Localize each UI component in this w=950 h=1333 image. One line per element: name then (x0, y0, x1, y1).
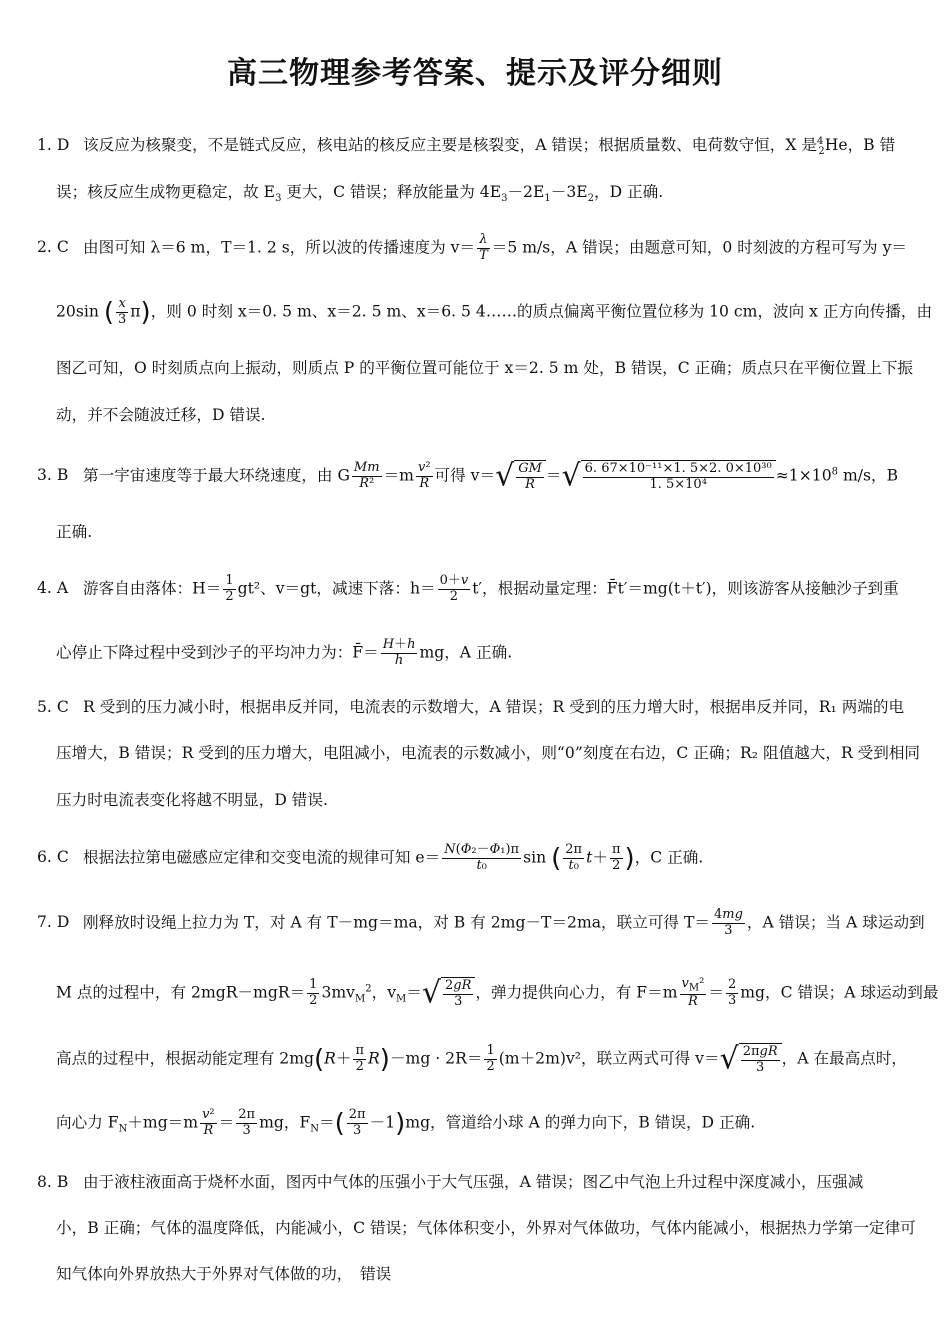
q7-line1: 7. D 刚释放时设绳上拉力为 T，对 A 有 T－mg＝ma，对 B 有 2mg－T＝2ma，联立可得 T＝ $\frac{4mg}{3}$ ，A 错误；当 A 球运动到 (37, 907, 925, 938)
q5-line3: 压力时电流表变化将越不明显，D 错误. (56, 791, 328, 809)
q7-answer: 7. D (37, 913, 70, 932)
q7-line4: 向心力 $F_N+mg=m$ $\frac{\text{v²}}{R}$ ＝ $\frac{2\pi}{3}$ mg，$F_N=$( $\frac{2\pi}{3}$ －1)mg，管道给小球 A 的弹力向下，B 错误，D 正确. (56, 1107, 756, 1139)
q3-answer: 3. B (37, 466, 69, 485)
q2-line4: 动，并不会随波迁移，D 错误. (56, 406, 266, 424)
q5-line2: 压增大，B 错误；R 受到的压力增大，电阻减小，电流表的示数减小，则“0”刻度在右边，C 正确；R₂ 阻值越大，R 受到相同 (56, 744, 921, 762)
q3-line2: 正确. (56, 523, 93, 541)
q8-line3: 知气体向外界放热大于外界对气体做的功， 错误 (56, 1265, 392, 1283)
q4-line2: 心停止下降过程中受到沙子的平均冲力为：F̄＝ $\frac{H+h}{h}$ mg，A 正确. (56, 637, 513, 668)
q4-line1: 4. A 游客自由落体：H＝ $\frac{1}{2}$ gt²、v＝gt，减速下落：h＝ $\frac{0+v}{2}$ t′，根据动量定理：F̄t′＝mg(t＋t′)，则该游客从接触沙子到重 (37, 573, 899, 604)
q8-line1: 8. B 由于液柱液面高于烧杯水面，图丙中气体的压强小于大气压强，A 错误；图乙中气泡上升过程中深度减小，压强减 (37, 1173, 864, 1191)
q5-line1: 5. C R 受到的压力减小时，根据串反并同，电流表的示数增大，A 错误；R 受到的压力增大时，根据串反并同，R₁ 两端的电 (37, 698, 905, 716)
q8-line2: 小，B 正确；气体的温度降低，内能减小，C 错误；气体体积变小，外界对气体做功，气体内能减小，根据热力学第一定律可 (56, 1219, 916, 1237)
q1-line2: 误；核反应生成物更稳定，故 $E_3$ 更大，C 错误；释放能量为 $4E_3-2E_1-3E_2$，D 正确. (56, 183, 664, 205)
q2-line2: 20sin ( $\frac{x}{3}$ π)，则 0 时刻 x＝0. 5 m、x＝2. 5 m、x＝6. 5 4……的质点偏离平衡位置位移为 10 cm，波向 x 正方向传播，由 (56, 296, 933, 328)
q6-answer: 6. C (37, 848, 69, 867)
q7-line3: 高点的过程中，根据动能定理有 2mg(R＋ $\frac{\pi}{2}$ R)－mg · 2R＝ $\frac{1}{2}$ (m＋2m)v²，联立两式可得 v＝√ $\frac{\text{2πgR}}{3}$ ，A 在最高点时， (56, 1041, 908, 1077)
q3-line1: 3. B 第一宇宙速度等于最大环绕速度，由 G $\frac{Mm}{\text{R²}}$ ＝m $\frac{\text{v²}}{R}$ 可得 v＝√ $\frac{GM}{R}$ ＝√ $\frac{\text{6. 67×10⁻¹¹×1. 5×2. 0×10³⁰}}{\text{1. 5×10⁴}}$ $\approx 1\times 10^8$ m/s，B (37, 458, 899, 494)
q2-line3: 图乙可知，O 时刻质点向上振动，则质点 P 的平衡位置可能位于 x＝2. 5 m 处，B 错误，C 正确；质点只在平衡位置上下振 (56, 359, 913, 377)
q8-answer: 8. B (37, 1173, 69, 1191)
q5-answer: 5. C (37, 698, 69, 716)
page-title: 高三物理参考答案、提示及评分细则 (227, 56, 723, 91)
q2-answer: 2. C (37, 238, 69, 257)
q1-line1: 1. D 该反应为核聚变，不是链式反应，核电站的核反应主要是核裂变，A 错误；根据质量数、电荷数守恒，X 是$^4_2$He，B 错 (37, 135, 896, 158)
q4-answer: 4. A (37, 579, 69, 598)
q6-line1: 6. C 根据法拉第电磁感应定律和交变电流的规律可知 e＝ $\frac{\text{N(Φ₂－Φ₁)π}}{\text{t₀}}$ sin ( $\frac{2\pi}{\text{t₀}}$ t＋ $\frac{\pi}{2}$ )，C 正确. (37, 842, 704, 874)
q7-line2: M 点的过程中，有 2mgR－mgR＝ $\frac{1}{2}$ $3mv_M^2$，$v_M=√$ $\frac{2gR}{3}$ ，弹力提供向心力，有 F＝m $\frac{v_M^2}{R}$ ＝ $\frac{2}{3}$ mg，C 错误；A 球运动到最 (56, 975, 939, 1011)
fraction-lambda-T: $\frac{\lambda}{T}$ (479, 232, 488, 263)
q1-answer: 1. D (37, 136, 70, 154)
q2-line1: 2. C 由图可知 λ＝6 m，T＝1. 2 s，所以波的传播速度为 v＝ $\frac{\lambda}{T}$ ＝5 m/s，A 错误；由题意可知，0 时刻波的方程可写为 y＝ (37, 232, 908, 263)
